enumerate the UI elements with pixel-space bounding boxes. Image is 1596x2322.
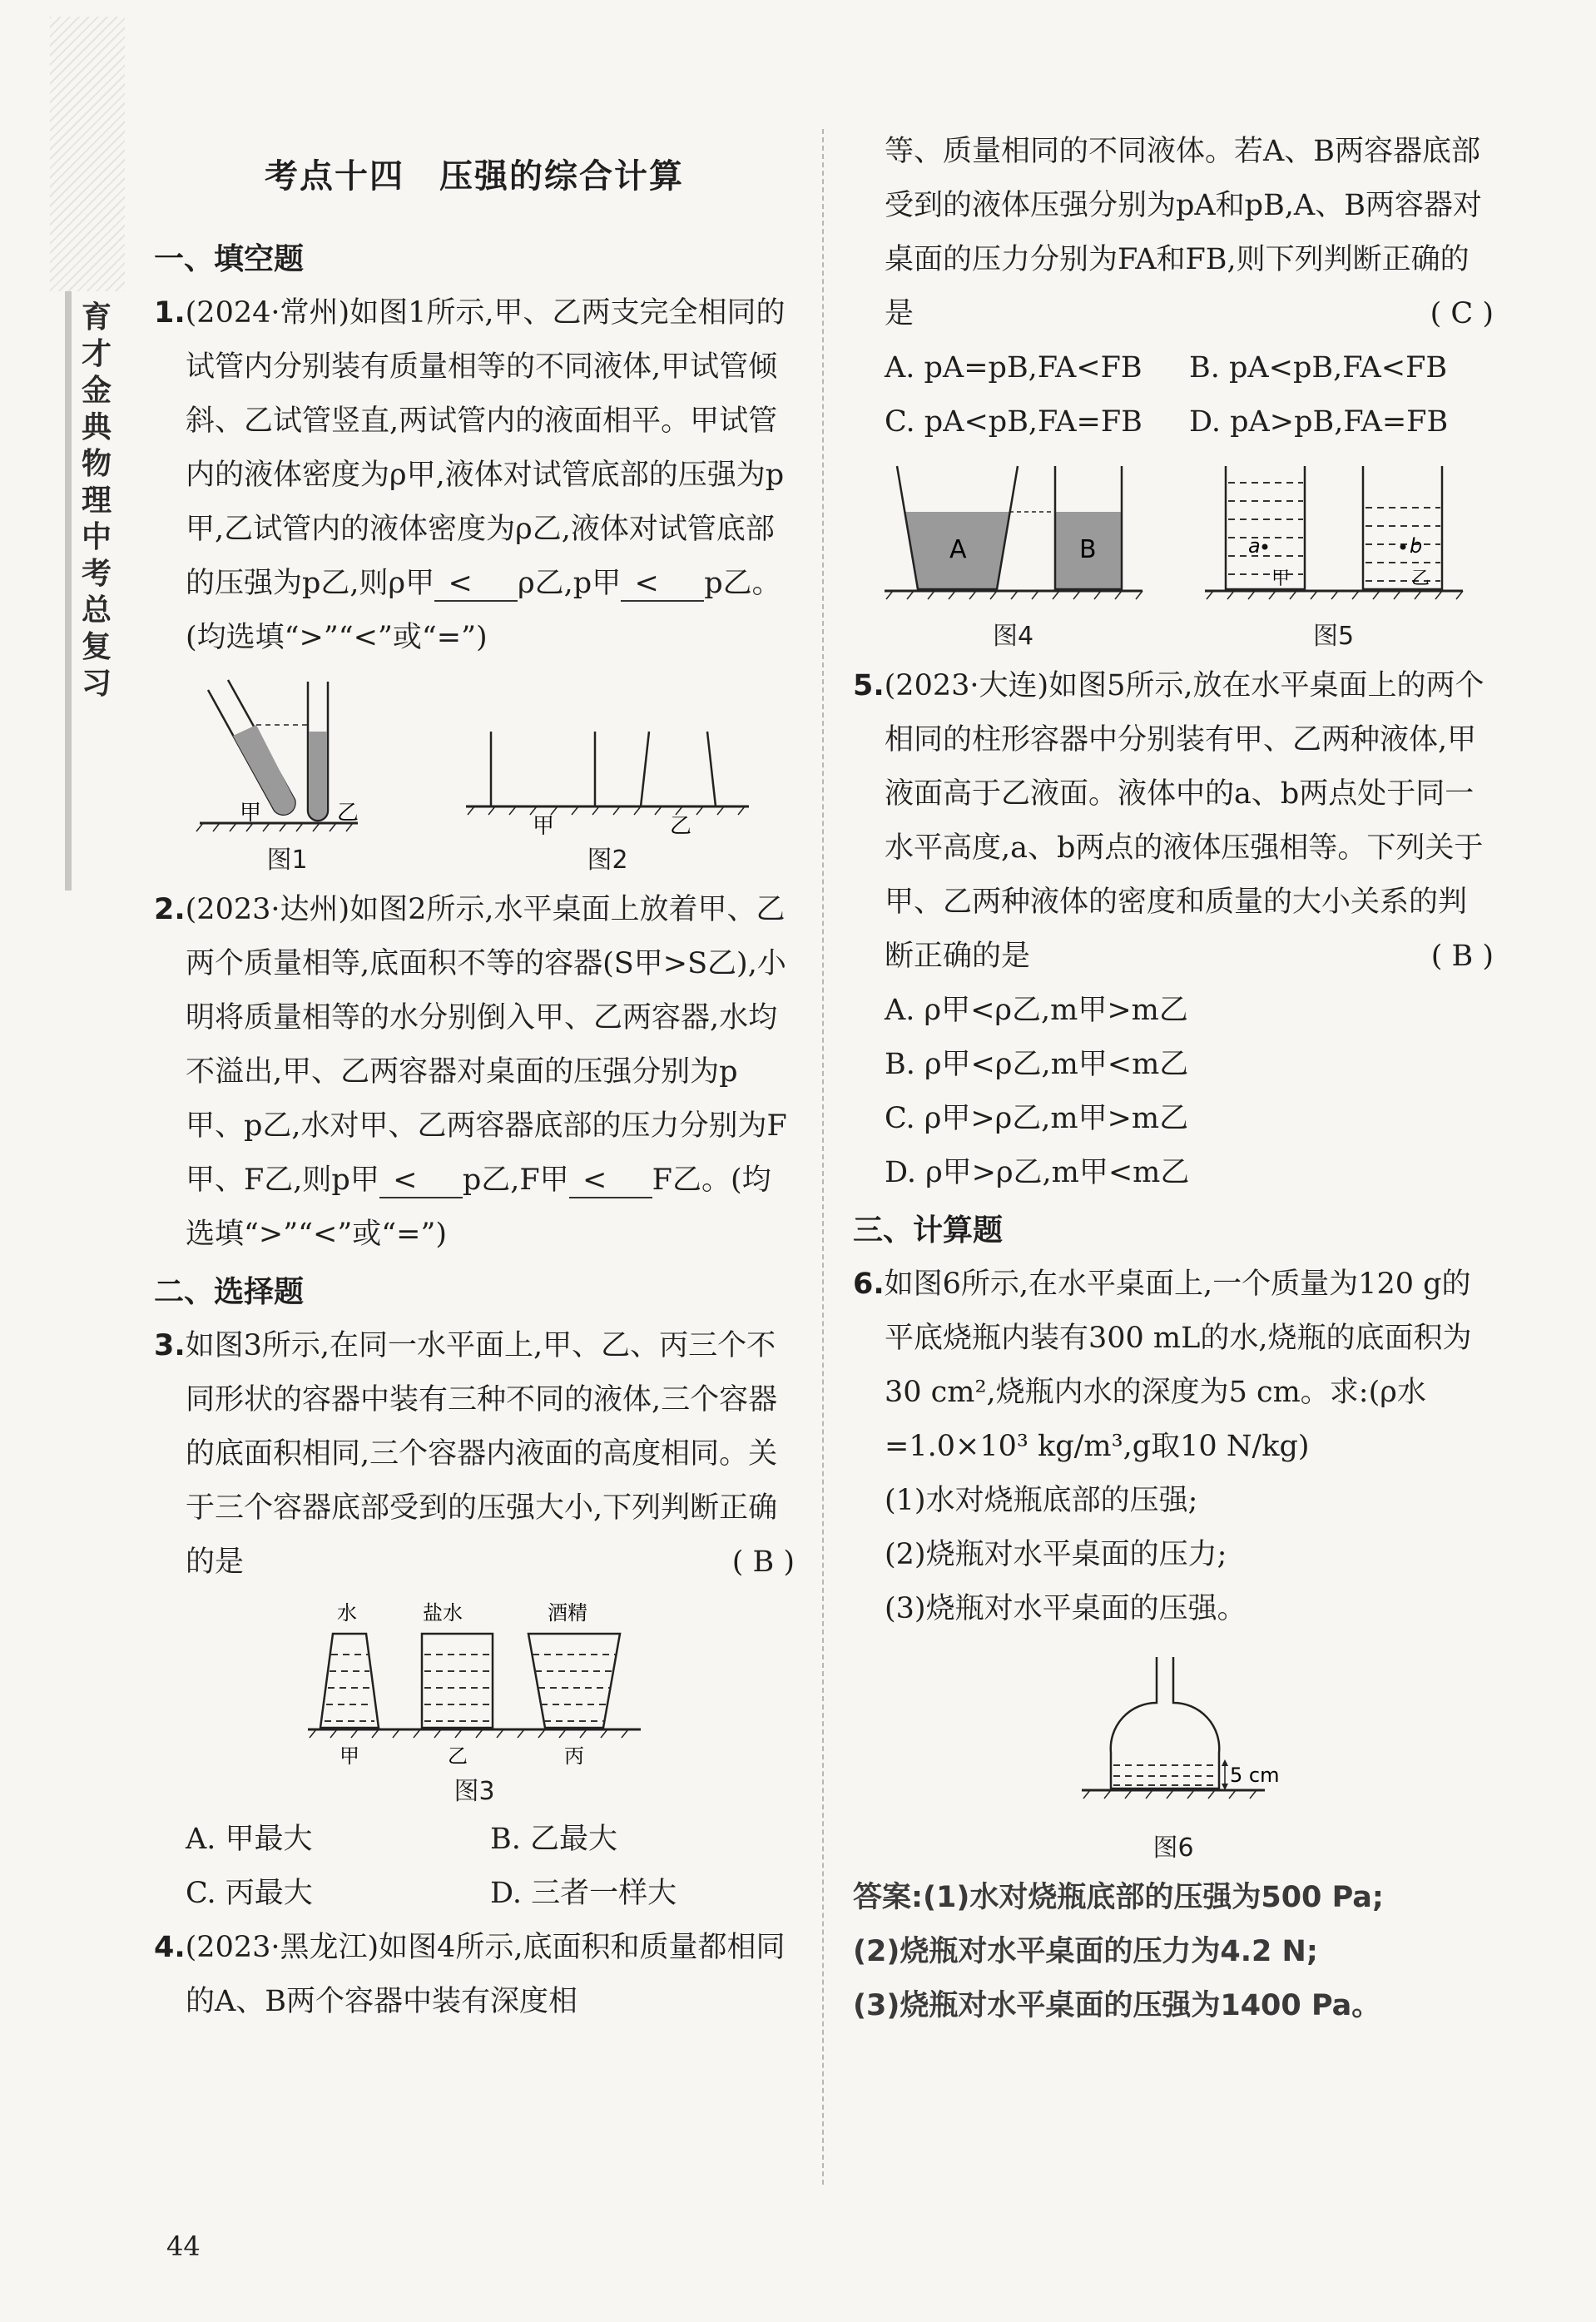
figure-row-1-2 (154, 673, 795, 878)
question-4-option-a: A. pA=pB,FA<FB (885, 351, 1142, 385)
side-bar (65, 291, 72, 891)
column-divider (822, 129, 824, 2185)
figure-3-caption: 图3 (454, 1777, 495, 1806)
figure-row-4-5 (853, 458, 1494, 654)
figure-2-label-yi: 乙 (670, 814, 692, 839)
question-3-answer: ( B ) (731, 1546, 795, 1579)
figure-6 (853, 1645, 1494, 1866)
containers-a-b-diagram (876, 458, 1151, 616)
question-1-number: 1. (154, 296, 186, 330)
question-5-option-c: C. ρ甲>ρ乙,m甲>m乙 (885, 1102, 1189, 1135)
question-6-answer-3: (3)烧瓶对水平桌面的压强为1400 Pa。 (853, 1989, 1381, 2022)
question-3-text: 如图3所示,在同一水平面上,甲、乙、丙三个不同形状的容器中装有三种不同的液体,三个容器的底面积相同,三个容器内液面的高度相同。关于三个容器底部受到的压强大小,下列判断正确的是 (185, 1329, 778, 1579)
question-4-text-right: 等、质量相同的不同液体。若A、B两容器底部受到的液体压强分别为pA和pB,A、B两容器对桌面的压力分别为FA和FB,则下列判断正确的是 (885, 135, 1482, 330)
containers-diagram (458, 698, 757, 840)
question-2-number: 2. (154, 893, 186, 926)
question-3-option-d: D. 三者一样大 (490, 1877, 677, 1910)
question-2-blank-1: < (379, 1163, 463, 1198)
question-2-text-a: (2023·达州)如图2所示,水平桌面上放着甲、乙两个质量相等,底面积不等的容器(S甲>S乙),小明将质量相等的水分别倒入甲、乙两容器,水均不溢出,甲、乙两容器对桌面的压强分别为p甲、p乙,水对甲、乙两容器底部的压力分别为F甲、F乙,则p甲 (185, 893, 787, 1197)
question-5-answer: ( B ) (1430, 940, 1494, 973)
three-containers-diagram (300, 1596, 649, 1771)
question-6-text: 如图6所示,在水平桌面上,一个质量为120 g的平底烧瓶内装有300 mL的水,烧瓶的底面积为30 cm²,烧瓶内水的深度为5 cm。求:(ρ水=1.0×10³ kg/m³,g取10 N/kg) (884, 1268, 1472, 1463)
figure-1-label-jia: 甲 (240, 801, 262, 826)
question-4-number: 4. (154, 1931, 186, 1964)
question-1-text-a: (2024·常州)如图1所示,甲、乙两支完全相同的试管内分别装有质量相等的不同液体,甲试管倾斜、乙试管竖直,两试管内的液面相平。甲试管内的液体密度为ρ甲,液体对试管底部的压强为p甲,乙试管内的液体密度为ρ乙,液体对试管底部的压强为p乙,则ρ甲 (185, 296, 786, 600)
question-5-option-b: B. ρ甲<ρ乙,m甲<m乙 (885, 1048, 1189, 1081)
figure-5-caption: 图5 (1312, 622, 1355, 651)
question-4-options (853, 341, 1494, 449)
section-fill-heading: 一、填空题 (154, 242, 305, 276)
question-1-text-b: ρ乙,p甲 (518, 567, 622, 600)
question-4-part-2 (853, 125, 1494, 341)
figure-4-label-b: B (1078, 535, 1097, 564)
question-5-option-a: A. ρ甲<ρ乙,m甲>m乙 (885, 994, 1188, 1027)
page-title: 考点十四 压强的综合计算 (265, 157, 684, 196)
question-6-answer (853, 1871, 1494, 2033)
question-1-text-c: p乙。(均选填“>”“<”或“=”) (186, 567, 781, 654)
figure-2 (458, 698, 757, 878)
decorative-hatch (50, 17, 125, 291)
figure-5 (1197, 458, 1471, 654)
figure-5-label-jia: 甲 (1271, 568, 1290, 589)
question-6 (853, 1258, 1494, 1474)
question-6-answer-2: (2)烧瓶对水平桌面的压力为4.2 N; (853, 1935, 1318, 1968)
right-column (853, 125, 1494, 2033)
figure-5-label-yi: 乙 (1410, 568, 1430, 589)
question-5 (853, 659, 1494, 984)
question-6-part-3: (3)烧瓶对水平桌面的压强。 (885, 1592, 1247, 1625)
question-5-option-d: D. ρ甲>ρ乙,m甲<m乙 (885, 1156, 1190, 1189)
figure-3-liquid-2: 盐水 (423, 1601, 463, 1625)
page-number: 44 (166, 2230, 201, 2262)
question-1-blank-1: < (434, 567, 518, 602)
question-4-answer: ( C ) (1430, 297, 1494, 330)
question-4-option-c: C. pA<pB,FA=FB (885, 405, 1142, 439)
figure-3-label-bing: 丙 (564, 1744, 584, 1768)
figure-4-label-a: A (949, 535, 967, 564)
question-6-number: 6. (853, 1268, 885, 1301)
question-2 (154, 883, 795, 1262)
question-6-part-1: (1)水对烧瓶底部的压强; (885, 1484, 1198, 1517)
columns-a-b-diagram (1197, 458, 1471, 616)
section-calc-heading: 三、计算题 (853, 1213, 1004, 1248)
question-2-text-b: p乙,F甲 (462, 1163, 569, 1197)
test-tubes-diagram (191, 673, 383, 840)
question-5-number: 5. (853, 669, 885, 702)
question-4-part-1 (154, 1921, 795, 2029)
figure-2-caption: 图2 (587, 846, 628, 875)
figure-6-depth-label: 5 cm (1230, 1764, 1280, 1787)
figure-3-liquid-1: 水 (337, 1601, 357, 1625)
left-column (154, 141, 795, 2029)
question-4-option-d: D. pA>pB,FA=FB (1189, 405, 1449, 439)
question-5-options (853, 984, 1494, 1200)
flask-diagram (1065, 1645, 1281, 1828)
figure-3-label-jia: 甲 (340, 1744, 359, 1768)
question-3 (154, 1319, 795, 1590)
question-3-option-b: B. 乙最大 (490, 1823, 617, 1856)
figure-3-liquid-3: 酒精 (548, 1601, 587, 1625)
figure-1-label-yi: 乙 (337, 801, 359, 826)
figure-4-caption: 图4 (992, 622, 1034, 651)
question-6-part-2: (2)烧瓶对水平桌面的压力; (885, 1538, 1227, 1571)
figure-5-point-b: b (1409, 534, 1422, 558)
question-1-blank-2: < (621, 567, 704, 602)
figure-2-label-jia: 甲 (533, 814, 555, 839)
question-2-text-c: F乙。(均选填“>”“<”或“=”) (186, 1163, 771, 1251)
figure-6-caption: 图6 (1152, 1833, 1194, 1863)
figure-5-point-a: a (1247, 534, 1261, 558)
question-1 (154, 286, 795, 665)
figure-1 (191, 673, 383, 878)
question-3-number: 3. (154, 1329, 186, 1362)
figure-1-caption: 图1 (266, 846, 308, 875)
question-3-option-a: A. 甲最大 (186, 1823, 313, 1856)
question-4-option-b: B. pA<pB,FA<FB (1189, 351, 1448, 385)
section-choice-heading: 二、选择题 (154, 1275, 305, 1309)
question-3-option-c: C. 丙最大 (186, 1877, 313, 1910)
sidebar-series-title: 育才金典 物理中考总复习 (81, 300, 112, 701)
figure-4 (876, 458, 1151, 654)
question-5-text: (2023·大连)如图5所示,放在水平桌面上的两个相同的柱形容器中分别装有甲、乙两种液体,甲液面高于乙液面。液体中的a、b两点处于同一水平高度,a、b两点的液体压强相等。下列关于甲、乙两种液体的密度和质量的大小关系的判断正确的是 (884, 669, 1484, 973)
figure-3-label-yi: 乙 (448, 1744, 468, 1768)
figure-3 (154, 1596, 795, 1809)
question-3-options (154, 1813, 795, 1921)
question-4-text-left: (2023·黑龙江)如图4所示,底面积和质量都相同的A、B两个容器中装有深度相 (185, 1931, 786, 2018)
question-6-answer-1: 答案:(1)水对烧瓶底部的压强为500 Pa; (853, 1881, 1384, 1914)
question-2-blank-2: < (569, 1163, 652, 1198)
